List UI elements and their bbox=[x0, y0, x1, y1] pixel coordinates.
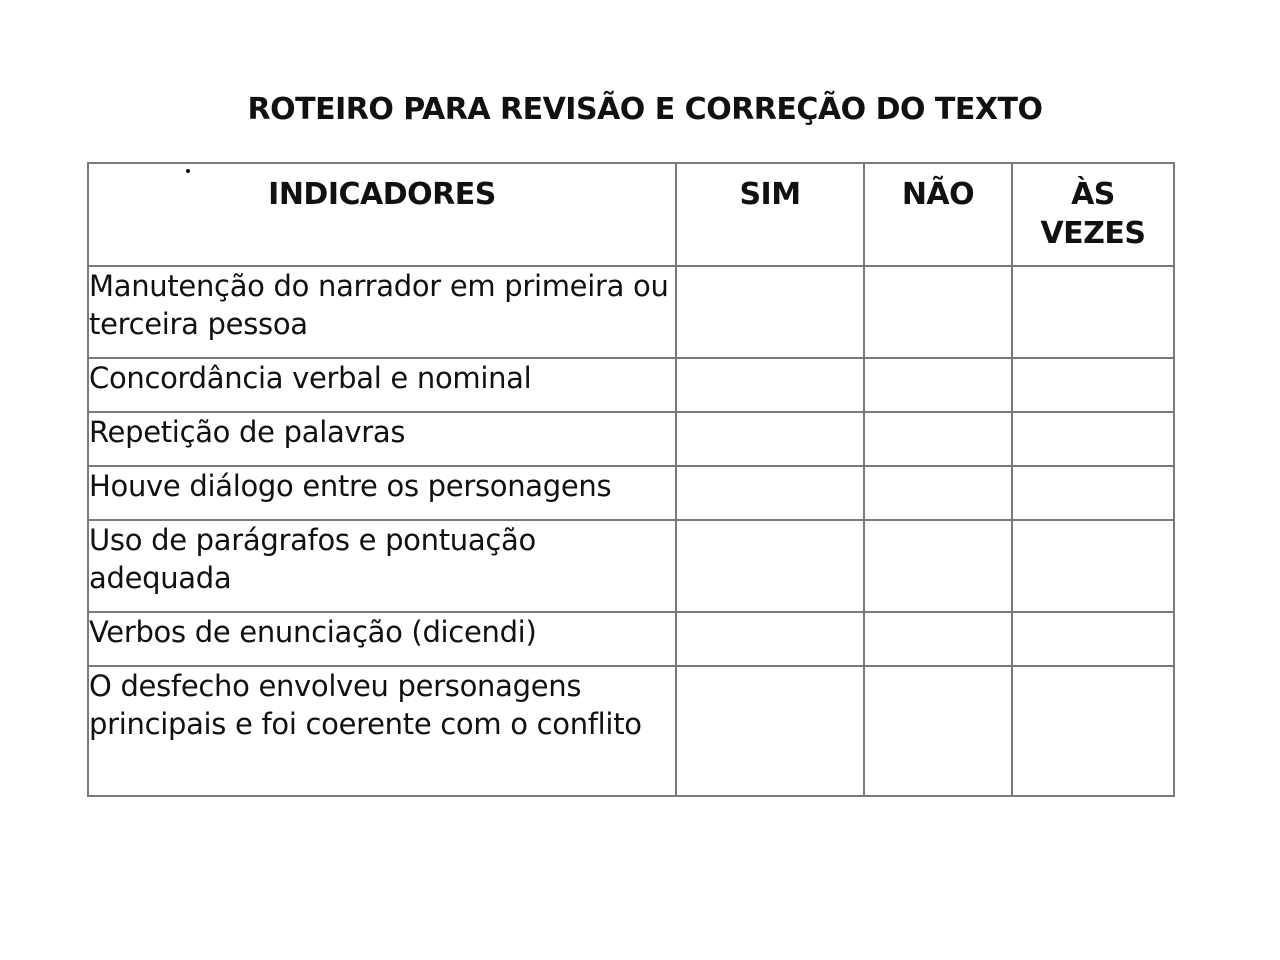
sometimes-checkbox-cell[interactable] bbox=[1012, 520, 1174, 612]
no-checkbox-cell[interactable] bbox=[864, 466, 1012, 520]
header-indicators: INDICADORES bbox=[88, 163, 676, 266]
sometimes-checkbox-cell[interactable] bbox=[1012, 466, 1174, 520]
table-row bbox=[88, 520, 1174, 612]
sometimes-checkbox-cell[interactable] bbox=[1012, 612, 1174, 666]
header-sometimes bbox=[1012, 163, 1174, 266]
sometimes-checkbox-cell[interactable] bbox=[1012, 666, 1174, 796]
sometimes-checkbox-cell[interactable] bbox=[1012, 266, 1174, 358]
page-title: ROTEIRO PARA REVISÃO E CORREÇÃO DO TEXTO bbox=[247, 92, 1043, 127]
table-row bbox=[88, 666, 1174, 796]
indicator-cell: Repetição de palavras bbox=[88, 412, 676, 466]
table-row bbox=[88, 466, 1174, 520]
yes-checkbox-cell[interactable] bbox=[676, 412, 864, 466]
header-sometimes-line1: ÀS bbox=[1071, 177, 1115, 212]
yes-checkbox-cell[interactable] bbox=[676, 520, 864, 612]
indicator-cell: Verbos de enunciação (dicendi) bbox=[88, 612, 676, 666]
header-row bbox=[88, 163, 1174, 266]
table-row bbox=[88, 612, 1174, 666]
yes-checkbox-cell[interactable] bbox=[676, 466, 864, 520]
yes-checkbox-cell[interactable] bbox=[676, 266, 864, 358]
indicator-cell: Uso de parágrafos e pontuação adequada bbox=[88, 520, 676, 612]
header-yes: SIM bbox=[676, 163, 864, 266]
no-checkbox-cell[interactable] bbox=[864, 666, 1012, 796]
no-checkbox-cell[interactable] bbox=[864, 412, 1012, 466]
indicator-cell: O desfecho envolveu personagens principais e foi coerente com o conflito bbox=[88, 666, 676, 796]
no-checkbox-cell[interactable] bbox=[864, 520, 1012, 612]
no-checkbox-cell[interactable] bbox=[864, 266, 1012, 358]
no-checkbox-cell[interactable] bbox=[864, 358, 1012, 412]
header-sometimes-line2: VEZES bbox=[1040, 216, 1146, 251]
indicator-cell: Concordância verbal e nominal bbox=[88, 358, 676, 412]
no-checkbox-cell[interactable] bbox=[864, 612, 1012, 666]
table-row bbox=[88, 266, 1174, 358]
header-no: NÃO bbox=[864, 163, 1012, 266]
sometimes-checkbox-cell[interactable] bbox=[1012, 358, 1174, 412]
indicator-cell: Houve diálogo entre os personagens bbox=[88, 466, 676, 520]
sometimes-checkbox-cell[interactable] bbox=[1012, 412, 1174, 466]
indicator-cell: Manutenção do narrador em primeira ou terceira pessoa bbox=[88, 266, 676, 358]
yes-checkbox-cell[interactable] bbox=[676, 666, 864, 796]
table-row bbox=[88, 412, 1174, 466]
yes-checkbox-cell[interactable] bbox=[676, 612, 864, 666]
table-row bbox=[88, 358, 1174, 412]
revision-checklist-table bbox=[87, 162, 1175, 797]
yes-checkbox-cell[interactable] bbox=[676, 358, 864, 412]
